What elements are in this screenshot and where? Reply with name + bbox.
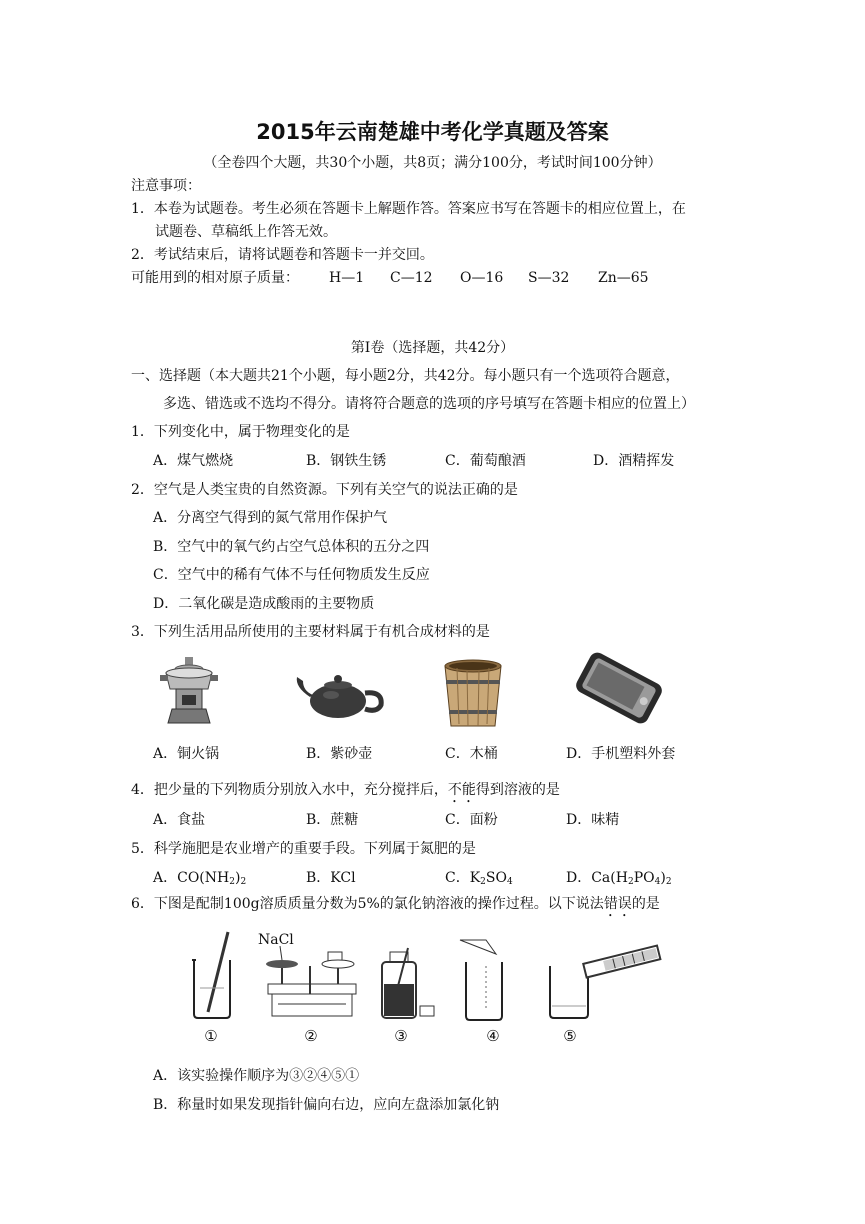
page-title: 2015年云南楚雄中考化学真题及答案 — [256, 120, 609, 144]
q5-option-a-text: A．CO(NH — [153, 870, 230, 886]
q5-stem: 5．科学施肥是农业增产的重要手段。下列属于氮肥的是 — [131, 841, 476, 857]
q4-option-b: B．蔗糖 — [306, 812, 359, 828]
section-intro: 一、选择题（本大题共21个小题，每小题2分，共42分。每小题只有一个选项符合题意， — [131, 368, 680, 384]
q5-option-c — [445, 868, 513, 892]
q5-option-a-sub2: 2 — [240, 877, 247, 887]
q5-option-c-text: C．K — [445, 870, 481, 886]
q1-option-b: B．钢铁生锈 — [306, 453, 387, 469]
atomic-mass-s: S—32 — [528, 270, 570, 286]
q4-option-d: D．味精 — [566, 812, 620, 828]
q6-stem — [131, 894, 660, 920]
balance-image — [258, 946, 368, 1022]
q6-option-b: B．称量时如果发现指针偏向右边，应向左盘添加氯化钠 — [153, 1097, 500, 1113]
q5-option-a-end: ) — [234, 870, 241, 886]
q4-stem-emphasis: 不能 — [447, 782, 476, 798]
q4-stem — [131, 780, 560, 806]
q5-option-c-sub: 2 — [480, 877, 486, 887]
q2-option-a: A．分离空气得到的氮气常用作保护气 — [153, 510, 388, 526]
clay-teapot-image — [293, 667, 387, 721]
wooden-bucket-image — [441, 658, 505, 730]
q3-option-d: D．手机塑料外套 — [566, 746, 676, 762]
q5-option-d — [566, 868, 672, 892]
q2-option-d: D．二氧化碳是造成酸雨的主要物质 — [153, 596, 375, 612]
atomic-mass-h: H—1 — [329, 270, 365, 286]
q5-option-c-mid: SO — [485, 870, 507, 886]
exam-subtitle: （全卷四个大题，共30个小题，共8页；满分100分，考试时间100分钟） — [203, 155, 662, 171]
q1-option-a: A．煤气燃烧 — [153, 453, 234, 469]
atomic-mass-c: C—12 — [390, 270, 433, 286]
atomic-mass-label: 可能用到的相对原子质量： — [131, 270, 299, 286]
step-label-1: ① — [204, 1027, 218, 1045]
notes-heading: 注意事项： — [131, 178, 201, 194]
q1-stem: 1．下列变化中，属于物理变化的是 — [131, 424, 350, 440]
q3-option-c: C．木桶 — [445, 746, 498, 762]
nacl-label: NaCl — [258, 932, 294, 948]
q5-option-d-sub3: 2 — [665, 877, 672, 887]
reagent-jar-image — [378, 946, 436, 1022]
copper-hotpot-image — [158, 655, 220, 727]
step-label-5: ⑤ — [563, 1027, 577, 1045]
q4-option-a: A．食盐 — [153, 812, 206, 828]
q5-option-a — [153, 868, 246, 892]
q5-option-d-sub: 2 — [627, 877, 634, 887]
q3-option-a: A．铜火锅 — [153, 746, 220, 762]
note-item-1-cont: 试题卷、草稿纸上作答无效。 — [155, 224, 337, 240]
section-intro-cont: 多选、错选或不选均不得分。请将符合题意的选项的序号填写在答题卡相应的位置上） — [163, 396, 695, 412]
q5-option-d-end: ) — [660, 870, 666, 886]
step-label-2: ② — [304, 1027, 318, 1045]
q4-stem-pre: 4．把少量的下列物质分别放入水中，充分搅拌后， — [131, 782, 448, 798]
phone-case-image — [573, 648, 665, 728]
q5-option-d-sub2: 4 — [654, 877, 661, 887]
q6-stem-post: 的是 — [631, 896, 660, 912]
q5-option-d-text: D．Ca(H — [566, 870, 628, 886]
q5-option-c-sub2: 4 — [506, 877, 513, 887]
beaker-pouring-liquid-image — [544, 944, 664, 1022]
q3-option-b: B．紫砂壶 — [306, 746, 373, 762]
q6-stem-emphasis: 错误 — [603, 896, 632, 912]
q1-option-d: D．酒精挥发 — [593, 453, 675, 469]
atomic-mass-o: O—16 — [460, 270, 504, 286]
q5-option-b: B．KCl — [306, 870, 356, 886]
step-label-3: ③ — [394, 1027, 408, 1045]
atomic-mass-zn: Zn—65 — [598, 270, 649, 286]
q6-stem-pre: 6．下图是配制100g溶质质量分数为5%的氯化钠溶液的操作过程。以下说法 — [131, 896, 604, 912]
step-label-4: ④ — [486, 1027, 500, 1045]
beaker-stirring-image — [188, 928, 236, 1020]
q4-stem-post: 得到溶液的是 — [475, 782, 560, 798]
note-item-2: 2．考试结束后，请将试题卷和答题卡一并交回。 — [131, 247, 434, 263]
q2-stem: 2．空气是人类宝贵的自然资源。下列有关空气的说法正确的是 — [131, 482, 518, 498]
q1-option-c: C．葡萄酿酒 — [445, 453, 526, 469]
q2-option-c: C．空气中的稀有气体不与任何物质发生反应 — [153, 567, 430, 583]
q6-option-a: A．该实验操作顺序为③②④⑤① — [153, 1068, 360, 1084]
section-heading: 第Ⅰ卷（选择题，共42分） — [350, 340, 515, 356]
q3-stem: 3．下列生活用品所使用的主要材料属于有机合成材料的是 — [131, 624, 490, 640]
q2-option-b: B．空气中的氧气约占空气总体积的五分之四 — [153, 539, 430, 555]
note-item-1: 1．本卷为试题卷。考生必须在答题卡上解题作答。答案应书写在答题卡的相应位置上，在 — [131, 201, 686, 217]
q5-option-a-sub: 2 — [229, 877, 235, 887]
beaker-pouring-solid-image — [456, 936, 512, 1022]
q4-option-c: C．面粉 — [445, 812, 498, 828]
q5-option-d-mid: PO — [633, 870, 655, 886]
